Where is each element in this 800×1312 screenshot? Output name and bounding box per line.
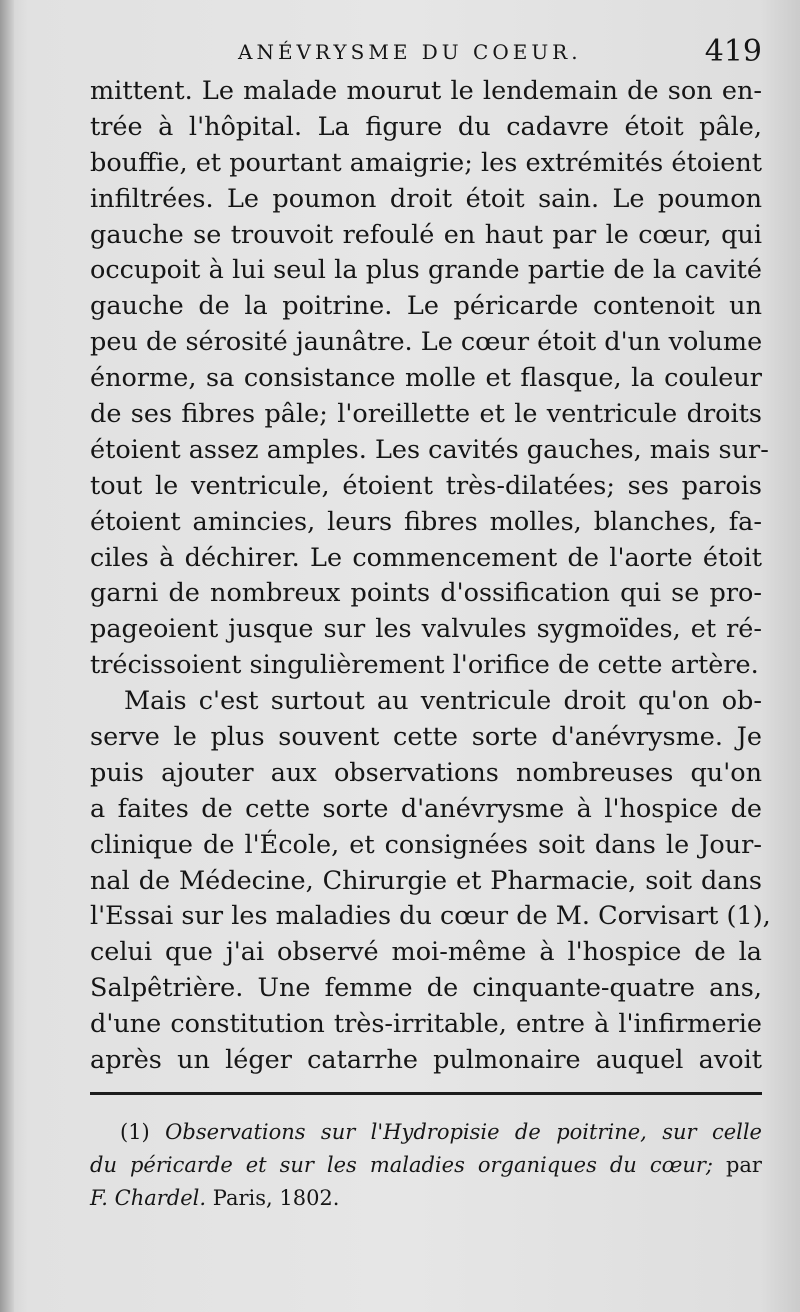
- text-line: peu de sérosité jaunâtre. Le cœur étoit d'un volume: [90, 327, 763, 358]
- text-line: pageoient jusque sur les valvules sygmoïdes, et ré-: [90, 614, 762, 645]
- text-line: étoient assez amples. Les cavités gauches, mais sur-: [90, 434, 769, 465]
- text-line: puis ajouter aux observations nombreuses qu'on: [90, 757, 762, 788]
- footnote-marker: (1): [120, 1120, 150, 1144]
- footnote-author: F. Chardel.: [90, 1186, 207, 1210]
- text-line: tout le ventricule, étoient très-dilatées; ses parois: [90, 470, 762, 501]
- page-binding-edge: [0, 0, 14, 1312]
- page-number: 419: [704, 34, 762, 69]
- footnote-citation-title-continued: du péricarde et sur les maladies organiques du cœur;: [90, 1153, 713, 1177]
- text-line: mittent. Le malade mourut le lendemain de son en-: [90, 76, 762, 106]
- running-title: ANÉVRYSME DU COEUR.: [238, 40, 582, 64]
- text-line: infiltrées. Le poumon droit étoit sain. Le poumon: [90, 183, 762, 214]
- text-line: garni de nombreux points d'ossification qui se pro-: [90, 578, 762, 609]
- text-line: trécissoient singulièrement l'orifice de cette artère.: [90, 650, 759, 681]
- text-line: étoient amincies, leurs fibres molles, blanches, fa-: [90, 506, 762, 537]
- footnote-by-word: par: [725, 1153, 762, 1177]
- text-line: gauche se trouvoit refoulé en haut par le cœur, qui: [90, 219, 762, 250]
- text-line: nal de Médecine, Chirurgie et Pharmacie, soit dans: [90, 865, 762, 896]
- text-line: l'Essai sur les maladies du cœur de M. Corvisart (1),: [90, 901, 771, 932]
- paragraph-first-line: Mais c'est surtout au ventricule droit qu'on ob-: [124, 686, 762, 717]
- text-line: ciles à déchirer. Le commencement de l'aorte étoit: [90, 542, 762, 573]
- text-line: clinique de l'École, et consignées soit dans le Jour-: [90, 829, 762, 860]
- footnote: [90, 1116, 762, 1215]
- text-line: a faites de cette sorte d'anévrysme à l'hospice de: [90, 793, 762, 824]
- text-line: serve le plus souvent cette sorte d'anévrysme. Je: [90, 722, 762, 753]
- footnote-line: [90, 1182, 762, 1215]
- text-line: Salpêtrière. Une femme de cinquante-quatre ans,: [90, 973, 762, 1004]
- footnote-place-date: Paris, 1802.: [212, 1186, 340, 1210]
- text-line: occupoit à lui seul la plus grande partie de la cavité: [90, 255, 762, 286]
- text-line: énorme, sa consistance molle et flasque, la couleur: [90, 363, 762, 394]
- text-line: bouffie, et pourtant amaigrie; les extrémités étoient: [90, 147, 762, 178]
- text-line: d'une constitution très-irritable, entre à l'infirmerie: [90, 1009, 762, 1040]
- text-line: après un léger catarrhe pulmonaire auquel avoit: [90, 1045, 762, 1076]
- text-line: de ses fibres pâle; l'oreillette et le ventricule droits: [90, 399, 762, 430]
- text-line: gauche de la poitrine. Le péricarde contenoit un: [90, 291, 762, 322]
- text-line: celui que j'ai observé moi-même à l'hospice de la: [90, 937, 762, 968]
- page-header: [90, 34, 762, 78]
- footnote-separator-rule: [90, 1092, 762, 1095]
- footnote-citation-title: Observations sur l'Hydropisie de poitrine, sur celle: [165, 1120, 762, 1144]
- footnote-line: [90, 1116, 762, 1149]
- footnote-line: [90, 1149, 762, 1182]
- body-text: [90, 74, 771, 1079]
- text-line: trée à l'hôpital. La figure du cadavre étoit pâle,: [90, 111, 762, 142]
